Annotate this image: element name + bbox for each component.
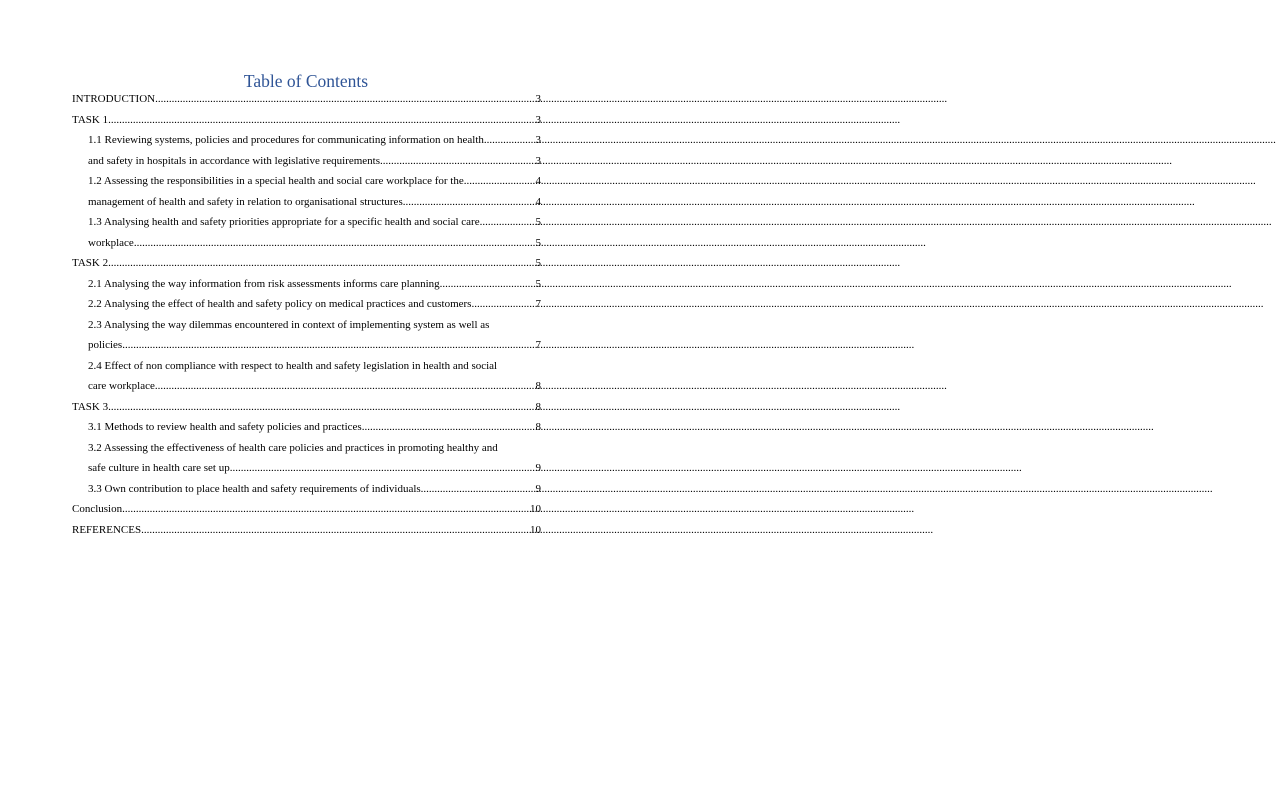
toc-entry[interactable] (72, 89, 541, 110)
toc-entry-text: care workplace (88, 380, 155, 392)
toc-page-number: 3 (535, 134, 541, 146)
toc-page-number: 10 (530, 503, 541, 515)
toc-page-number: 10 (530, 523, 541, 536)
toc-entry-text: and safety in hospitals in accordance with legislative requirements (88, 154, 381, 167)
toc-leader-dots (480, 212, 535, 233)
toc-entry[interactable] (72, 130, 541, 151)
toc-page-number: 8 (535, 421, 541, 433)
toc-leader-dots (141, 520, 529, 541)
toc-page-number: 7 (535, 298, 541, 310)
toc-leader-dots (380, 151, 534, 172)
toc-entry-text: management of health and safety in relation to organisational structures (88, 195, 403, 208)
toc-entry[interactable] (72, 499, 541, 520)
toc-leader-dots (362, 417, 535, 438)
toc-page-number: 5 (535, 277, 541, 290)
toc-entry-text: 3.2 Assessing the effectiveness of health care policies and practices in promoting healthy and (88, 441, 498, 454)
toc-entry-text: TASK 2 (72, 257, 109, 269)
toc-entry[interactable] (72, 110, 541, 131)
toc-page-number: 7 (535, 339, 541, 351)
toc-leader-dots (108, 110, 534, 131)
toc-leader-dots (108, 253, 534, 274)
toc-entry[interactable] (72, 192, 541, 213)
toc-leader-dots (403, 192, 535, 213)
toc-entry[interactable] (72, 458, 541, 479)
toc-title: Table of Contents (243, 71, 369, 91)
toc-entry[interactable] (72, 376, 541, 397)
toc-page-number: 3 (535, 93, 541, 105)
toc-page-number: 5 (535, 216, 541, 228)
toc-leader-dots (440, 274, 535, 295)
toc-entry-text: TASK 3 (72, 400, 109, 413)
document-page (0, 0, 612, 792)
table-of-contents (72, 89, 541, 540)
toc-entry-text: policies (88, 339, 123, 351)
toc-entry[interactable] (72, 356, 541, 377)
toc-page-number: 5 (535, 257, 541, 269)
toc-entry-text: Conclusion (72, 503, 123, 515)
toc-entry[interactable] (72, 315, 541, 336)
toc-page-number: 4 (535, 175, 541, 187)
toc-entry[interactable] (72, 253, 541, 274)
toc-entry-text: 1.1 Reviewing systems, policies and procedures for communicating information on health (88, 134, 484, 146)
toc-page-number: 8 (535, 400, 541, 413)
toc-entry[interactable] (72, 397, 541, 418)
toc-leader-dots (155, 376, 535, 397)
toc-leader-dots (134, 233, 535, 254)
toc-entry[interactable] (72, 171, 541, 192)
toc-entry-text: workplace (88, 236, 134, 249)
toc-entry[interactable] (72, 438, 541, 459)
toc-leader-dots (471, 294, 534, 315)
toc-page-number: 9 (535, 462, 541, 474)
toc-leader-dots (230, 458, 535, 479)
toc-entry-text: REFERENCES (72, 523, 142, 536)
toc-entry[interactable] (72, 212, 541, 233)
toc-page-number: 4 (535, 195, 541, 208)
toc-entry[interactable] (72, 294, 541, 315)
toc-entry-text: 2.4 Effect of non compliance with respect to health and safety legislation in health and social (88, 359, 498, 372)
toc-entry[interactable] (72, 335, 541, 356)
toc-page-number: 8 (535, 380, 541, 392)
toc-entry-text: 3.1 Methods to review health and safety policies and practices (88, 421, 362, 433)
toc-leader-dots (421, 479, 535, 500)
toc-entry[interactable] (72, 479, 541, 500)
toc-entry-text: 2.1 Analysing the way information from risk assessments informs care planning (88, 277, 440, 290)
toc-entry[interactable] (72, 151, 541, 172)
toc-leader-dots (484, 130, 535, 151)
toc-entry-text: INTRODUCTION (72, 93, 156, 105)
toc-entry[interactable] (72, 417, 541, 438)
toc-entry-text: 1.3 Analysing health and safety priorities appropriate for a specific health and social care (88, 216, 480, 228)
toc-leader-dots (122, 499, 529, 520)
toc-page-number: 3 (535, 154, 541, 167)
toc-entry-text: 2.3 Analysing the way dilemmas encountered in context of implementing system as well as (88, 318, 490, 331)
toc-entry[interactable] (72, 233, 541, 254)
toc-page-number: 5 (535, 236, 541, 249)
toc-entry-text: 1.2 Assessing the responsibilities in a special health and social care workplace for the (88, 175, 464, 187)
toc-entry-text: safe culture in health care set up (88, 462, 230, 474)
toc-leader-dots (155, 89, 534, 110)
toc-entry[interactable] (72, 520, 541, 541)
toc-entry-text: 2.2 Analysing the effect of health and safety policy on medical practices and customers (88, 298, 472, 310)
toc-entry-text: TASK 1 (72, 113, 109, 126)
toc-page-number: 3 (535, 113, 541, 126)
toc-entry[interactable] (72, 274, 541, 295)
toc-leader-dots (122, 335, 534, 356)
toc-leader-dots (108, 397, 534, 418)
toc-entry-text: 3.3 Own contribution to place health and safety requirements of individuals (88, 482, 421, 495)
toc-page-number: 9 (535, 482, 541, 495)
toc-leader-dots (464, 171, 535, 192)
